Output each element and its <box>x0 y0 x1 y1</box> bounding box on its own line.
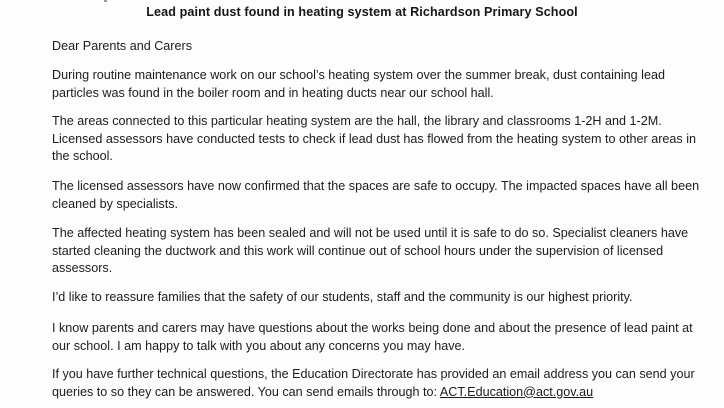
paragraph-1: During routine maintenance work on our school’s heating system over the summer break, dust containing lead particles was found in the boiler room and in heating ducts near our school hall. <box>52 68 665 100</box>
paragraph-3: The licensed assessors have now confirmed that the spaces are safe to occupy. The impacted spaces have all been cleaned by specialists. <box>52 179 700 211</box>
paragraph-7-text: If you have further technical questions, the Education Directorate has provided an email address you can send your queries to so they can be answered. You can send emails through to: <box>52 367 695 399</box>
scan-artifact <box>104 0 107 2</box>
paragraph-5: I’d like to reassure families that the safety of our students, staff and the community is our highest priority. <box>52 290 633 304</box>
paragraph-2: The areas connected to this particular heating system are the hall, the library and classrooms 1-2H and 1-2M. Licensed assessors have conducted tests to check if lead dust has flowed from the heating system to other areas in the school. <box>52 114 697 163</box>
paragraph-6: I know parents and carers may have questions about the works being done and about the presence of lead paint at our school. I am happy to talk with you about any concerns you may have. <box>52 321 693 353</box>
paragraph-7 <box>52 366 712 401</box>
email-link[interactable]: ACT.Education@act.gov.au <box>439 384 594 399</box>
salutation: Dear Parents and Carers <box>52 39 192 53</box>
paragraph-4: The affected heating system has been sealed and will not be used until it is safe to do so. Specialist cleaners have started cleaning the ductwork and this work will continue out of school hours under the supervision of licensed assessors. <box>52 226 689 275</box>
letter-title: Lead paint dust found in heating system at Richardson Primary School <box>146 5 578 19</box>
